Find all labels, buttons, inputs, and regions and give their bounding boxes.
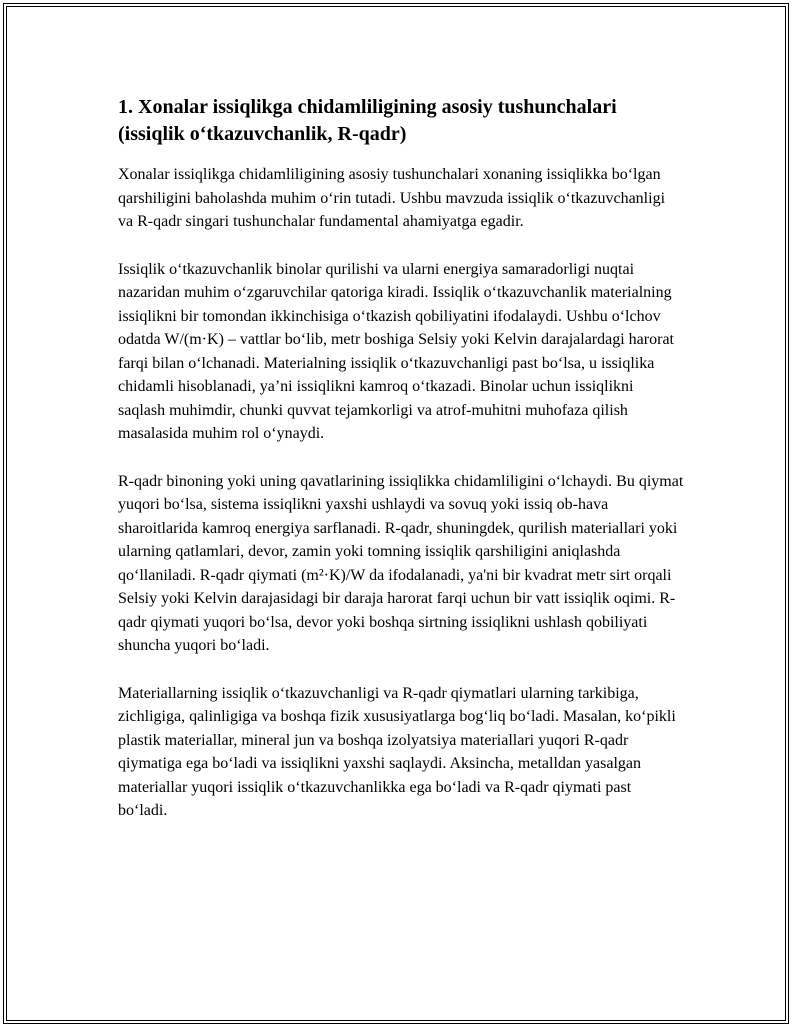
- section-title: 1. Xonalar issiqlikga chidamliligining asosiy tushunchalari (issiqlik o‘tkazuvchanlik, R-qadr): [118, 96, 617, 145]
- document-body: [118, 94, 684, 847]
- paragraph-materials: Materiallarning issiqlik o‘tkazuvchanligi va R-qadr qiymatlari ularning tarkibiga, zichligiga, qalinligiga va boshqa fizik xususiyatlarga bog‘liq bo‘ladi. Masalan, ko‘pikli plastik materiallar, mineral jun va boshqa izolyatsiya materiallari yuqori R-qadr qiymatiga ega bo‘ladi va issiqlikni yaxshi saqlaydi. Aksincha, metalldan yasalgan materiallar yuqori issiqlik o‘tkazuvchanlikka ega bo‘ladi va R-qadr qiymati past bo‘ladi.: [118, 684, 676, 819]
- paragraph-r-value: R-qadr binoning yoki uning qavatlarining issiqlikka chidamliligini o‘lchaydi. Bu qiymat yuqori bo‘lsa, sistema issiqlikni yaxshi ushlaydi va sovuq yoki issiq ob-hava sharoitlarida kamroq energiya sarflanadi. R-qadr, shuningdek, qurilish materiallari yoki ularning qatlamlari, devor, zamin yoki tomning issiqlik qarshiligini aniqlashda qo‘llaniladi. R-qadr qiymati (m²·K)/W da ifodalanadi, ya'ni bir kvadrat metr sirt orqali Selsiy yoki Kelvin darajasidagi bir daraja harorat farqi uchun bir vatt issiqlik oqimi. R-qadr qiymati yuqori bo‘lsa, devor yoki boshqa sirtning issiqlikni ushlash qobiliyati shuncha yuqori bo‘ladi.: [118, 472, 684, 654]
- paragraph-thermal-conductivity: Issiqlik o‘tkazuvchanlik binolar qurilishi va ularni energiya samaradorligi nuqtai nazaridan muhim o‘zgaruvchilar qatoriga kiradi. Issiqlik o‘tkazuvchanlik materialning issiqlikni bir tomondan ikkinchisiga o‘tkazish qobiliyatini ifodalaydi. Ushbu o‘lchov odatda W/(m·K) – vattlar bo‘lib, metr boshiga Selsiy yoki Kelvin darajalardagi harorat farqi bilan o‘lchanadi. Materialning issiqlik o‘tkazuvchanligi past bo‘lsa, u issiqlika chidamli hisoblanadi, ya’ni issiqlikni kamroq o‘tkazadi. Binolar uchun issiqlikni saqlash muhimdir, chunki quvvat tejamkorligi va atrof-muhitni muhofaza qilish masalasida muhim rol o‘ynaydi.: [118, 260, 674, 442]
- paragraph-intro: Xonalar issiqlikga chidamliligining asosiy tushunchalari xonaning issiqlikka bo‘lgan qarshiligini baholashda muhim o‘rin tutadi. Ushbu mavzuda issiqlik o‘tkazuvchanligi va R-qadr singari tushunchalar fundamental ahamiyatga egadir.: [118, 166, 666, 230]
